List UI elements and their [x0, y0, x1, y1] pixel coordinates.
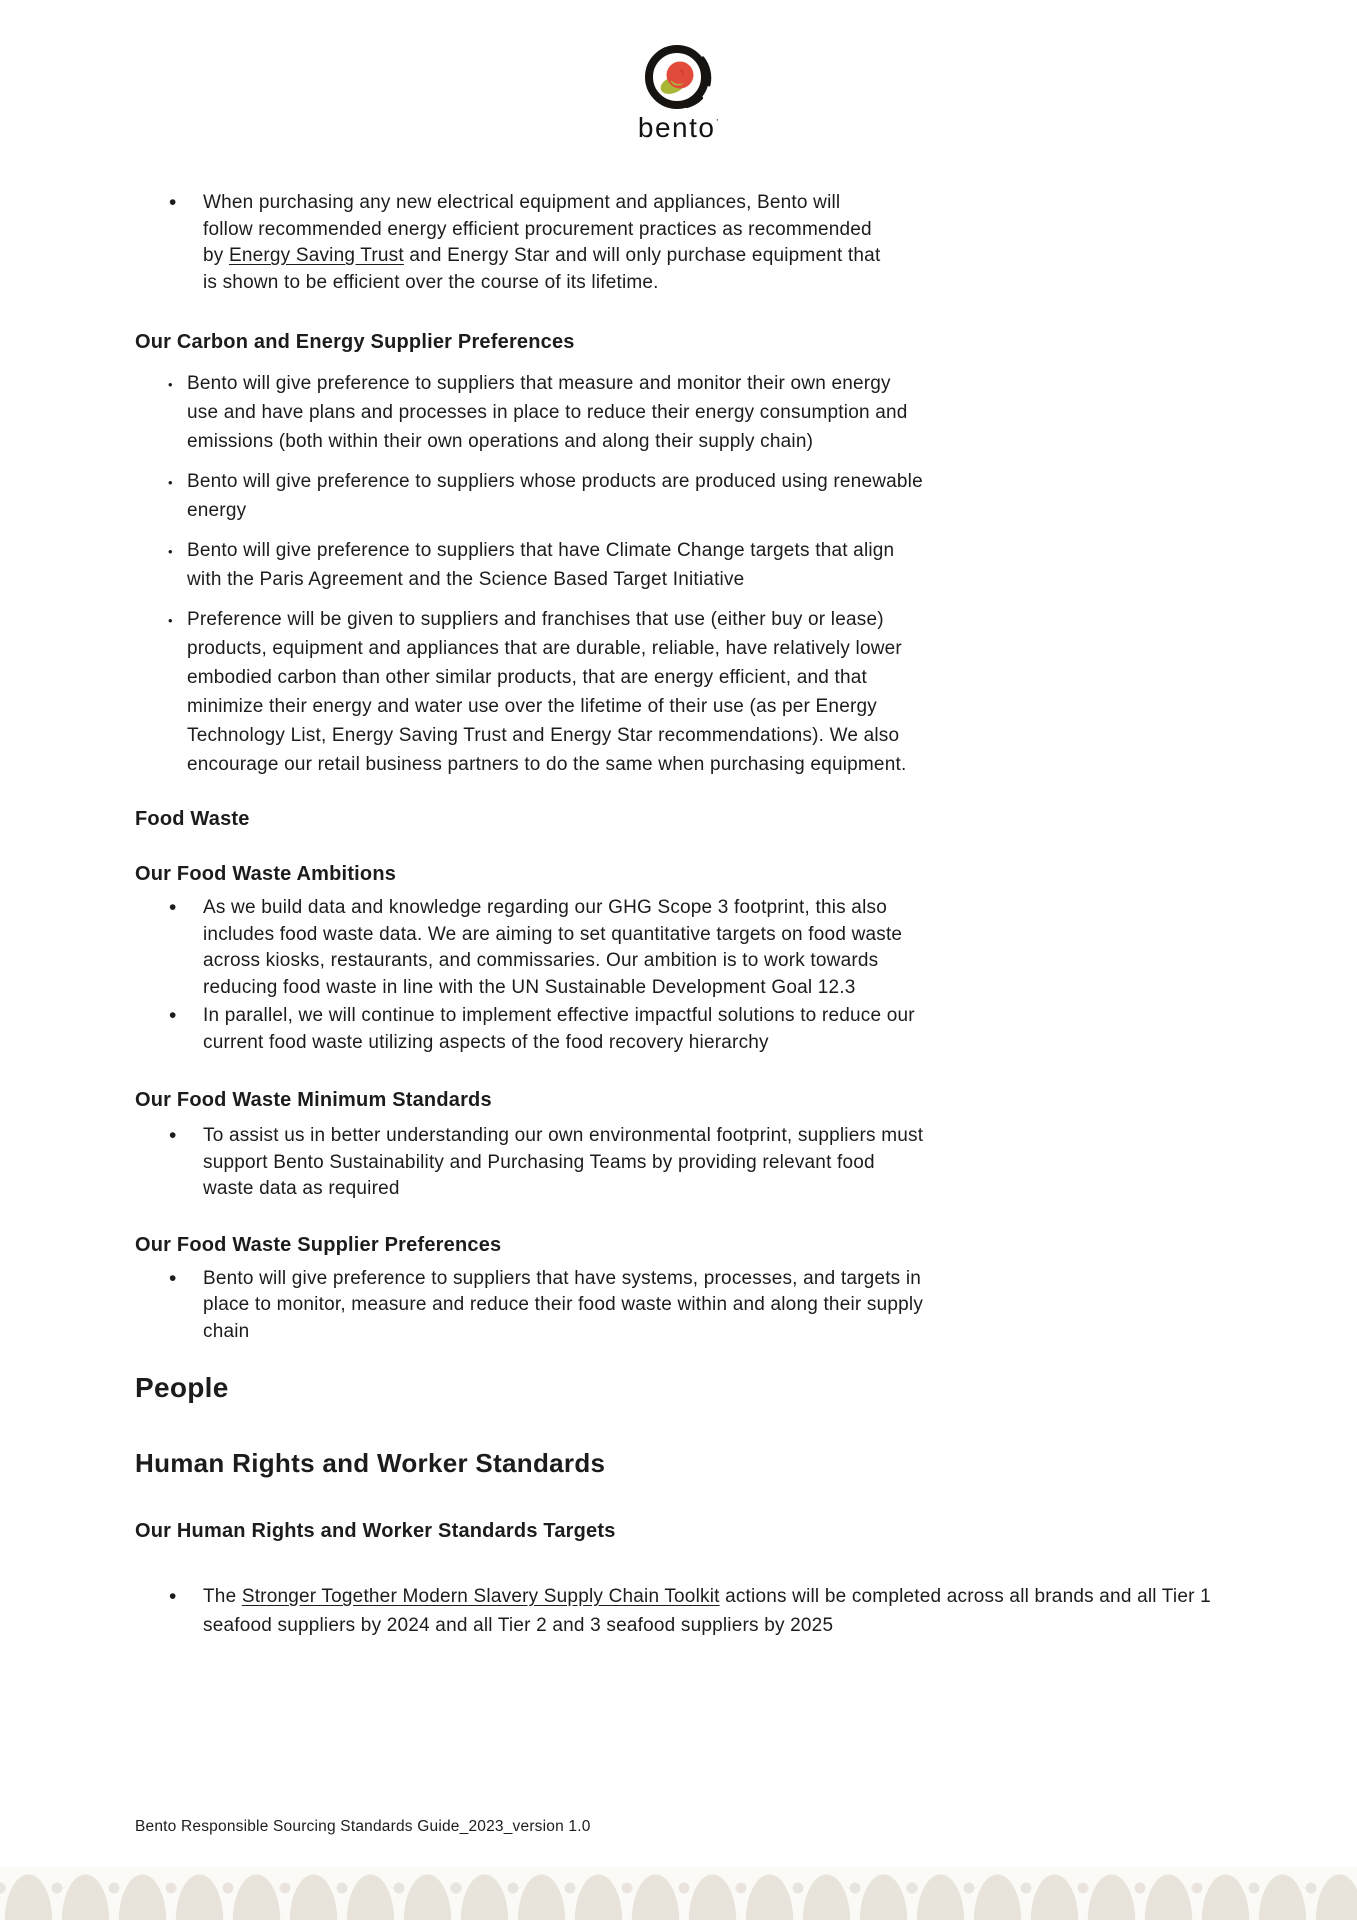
- list-item: • Bento will give preference to suppliers that have Climate Change targets that align with the Paris Agreement and the Science Based Target Initiative: [135, 536, 925, 594]
- carbon-energy-preferences-heading: Our Carbon and Energy Supplier Preferences: [135, 331, 575, 353]
- list-item: • As we build data and knowledge regarding our GHG Scope 3 footprint, this also includes food waste data. We are aiming to set quantitative targets on food waste across kiosks, restaurants, and commissaries. Our ambition is to work towards reducing food waste in line with the UN Sustainable Development Goal 12.3: [135, 895, 945, 1001]
- human-rights-targets-list: [135, 1582, 1215, 1640]
- bullet-text: and Energy Star and will only purchase equipment that is shown to be efficient over the course of its lifetime.: [203, 245, 881, 293]
- list-item: [135, 190, 895, 296]
- list-item: • Bento will give preference to suppliers whose products are produced using renewable energy: [135, 467, 925, 525]
- bento-wordmark: bento·: [637, 112, 720, 143]
- scalloped-border-decoration: [0, 1867, 1357, 1920]
- food-waste-supplier-preferences-list: [135, 1266, 955, 1346]
- trademark-dot: ·: [715, 114, 720, 126]
- food-waste-ambitions-list: [135, 895, 945, 1056]
- food-waste-ambitions-heading: Our Food Waste Ambitions: [135, 863, 397, 885]
- people-heading: People: [135, 1372, 229, 1403]
- list-item: • Bento will give preference to suppliers that have systems, processes, and targets in place to monitor, measure and reduce their food waste within and along their supply chain: [135, 1266, 955, 1346]
- food-waste-minimum-standards-list: [135, 1123, 925, 1203]
- list-item: • Bento will give preference to suppliers that measure and monitor their own energy use and have plans and processes in place to reduce their energy consumption and emissions (both within their own operations and along their supply chain): [135, 369, 925, 456]
- bullet-text: actions will be completed across all brands and all Tier 1 seafood suppliers by 2024 and all Tier 2 and 3 seafood suppliers by 2025: [203, 1586, 1211, 1636]
- document-body: [0, 190, 1357, 1640]
- bento-logo: [0, 0, 1357, 142]
- list-item: • In parallel, we will continue to implement effective impactful solutions to reduce our current food waste utilizing aspects of the food recovery hierarchy: [135, 1003, 945, 1056]
- food-waste-minimum-standards-heading: Our Food Waste Minimum Standards: [135, 1089, 492, 1111]
- stronger-together-toolkit-link[interactable]: Stronger Together Modern Slavery Supply Chain Toolkit: [241, 1586, 720, 1607]
- list-item: [135, 1582, 1215, 1640]
- food-waste-heading: Food Waste: [135, 808, 250, 830]
- food-waste-supplier-preferences-heading: Our Food Waste Supplier Preferences: [135, 1233, 502, 1256]
- energy-procurement-list: [135, 190, 895, 296]
- bullet-text: The: [203, 1586, 242, 1607]
- carbon-energy-preferences-list: [135, 369, 925, 779]
- page-footer: Bento Responsible Sourcing Standards Guide_2023_version 1.0: [135, 1818, 591, 1835]
- bullet-text: When purchasing any new electrical equipment and appliances, Bento will follow recommended energy efficient procurement practices as recommended by: [203, 192, 872, 266]
- human-rights-targets-heading: Our Human Rights and Worker Standards Targets: [135, 1520, 616, 1542]
- list-item: • Preference will be given to suppliers and franchises that use (either buy or lease) products, equipment and appliances that are durable, reliable, have relatively lower embodied carbon than other similar products, that are energy efficient, and that minimize their energy and water use over the lifetime of their use (as per Energy Technology List, Energy Saving Trust and Energy Star recommendations). We also encourage our retail business partners to do the same when purchasing equipment.: [135, 605, 925, 779]
- bento-logo-icon: [627, 40, 731, 116]
- list-item: • To assist us in better understanding our own environmental footprint, suppliers must support Bento Sustainability and Purchasing Teams by providing relevant food waste data as required: [135, 1123, 925, 1203]
- human-rights-heading: Human Rights and Worker Standards: [135, 1448, 606, 1478]
- energy-saving-trust-link[interactable]: Energy Saving Trust: [228, 245, 404, 266]
